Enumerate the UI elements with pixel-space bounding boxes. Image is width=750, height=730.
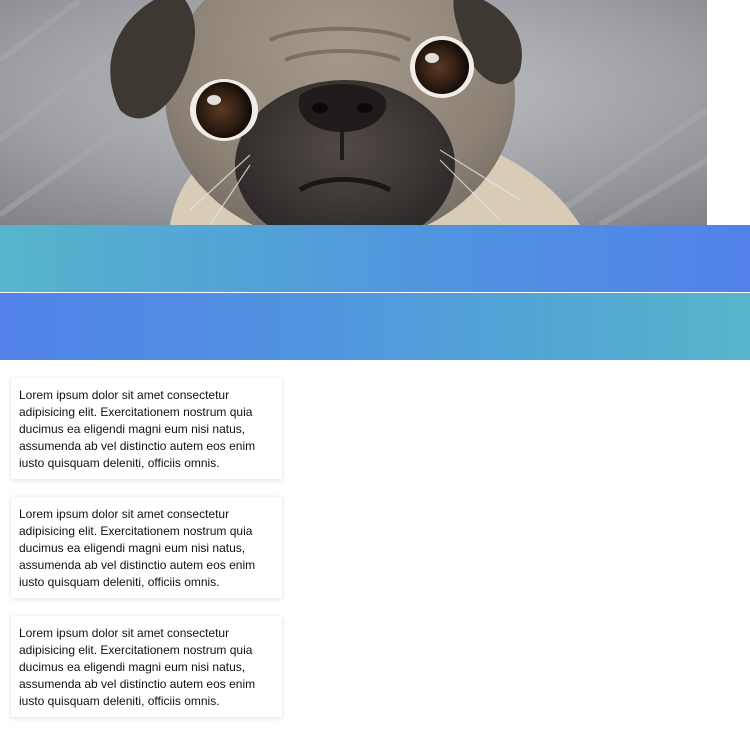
card-text: Lorem ipsum dolor sit amet consectetur adipisicing elit. Exercitationem nostrum quia ducimus ea eligendi magni eum nisi natus, assumenda ab vel distinctio autem eos enim iusto quisquam deleniti, officiis omnis. <box>19 626 256 708</box>
hero-image <box>0 0 707 225</box>
card-list <box>11 378 282 730</box>
card-text: Lorem ipsum dolor sit amet consectetur adipisicing elit. Exercitationem nostrum quia ducimus ea eligendi magni eum nisi natus, assumenda ab vel distinctio autem eos enim iusto quisquam deleniti, officiis omnis. <box>19 388 256 470</box>
gradient-band-blue-to-teal <box>0 293 750 360</box>
gradient-band-teal-to-blue <box>0 225 750 292</box>
pug-illustration <box>0 0 707 225</box>
text-card <box>11 616 282 717</box>
text-card <box>11 497 282 598</box>
text-card <box>11 378 282 479</box>
card-text: Lorem ipsum dolor sit amet consectetur adipisicing elit. Exercitationem nostrum quia ducimus ea eligendi magni eum nisi natus, assumenda ab vel distinctio autem eos enim iusto quisquam deleniti, officiis omnis. <box>19 507 256 589</box>
